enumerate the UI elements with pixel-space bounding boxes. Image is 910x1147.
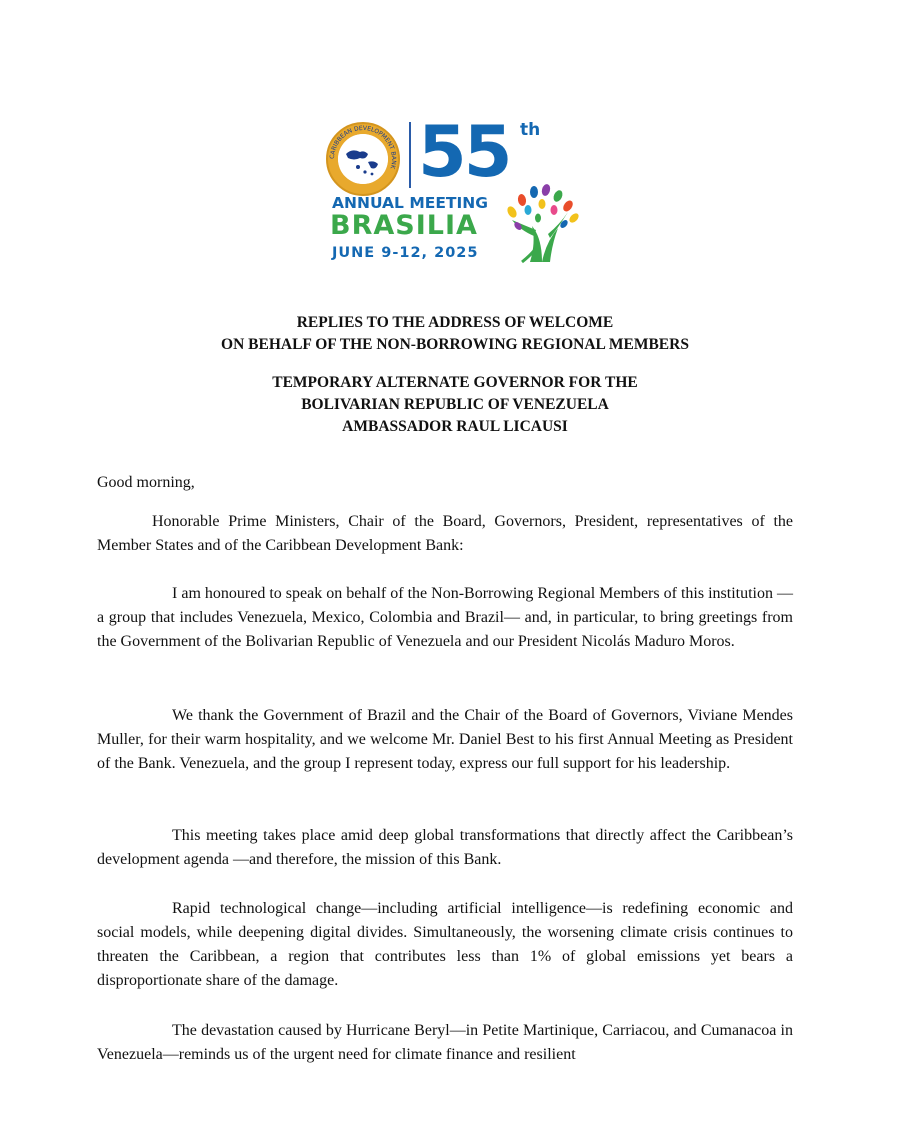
title-line: ON BEHALF OF THE NON-BORROWING REGIONAL MEMBERS <box>221 336 689 353</box>
title-line: REPLIES TO THE ADDRESS OF WELCOME <box>296 314 614 331</box>
paragraph <box>97 824 793 872</box>
logo-annual-meeting: ANNUAL MEETING <box>332 194 488 212</box>
paragraph-text: We thank the Government of Brazil and the Chair of the Board of Governors, Viviane Mendes Muller, for their warm hospitality, and we welcome Mr. Daniel Best to his first Annual Meeting as President of the Bank. Venezuela, and the group I represent today, express our full support for his leadership. <box>97 707 793 772</box>
paragraph-text: Honorable Prime Ministers, Chair of the Board, Governors, President, representatives of the Member States and of the Caribbean Development Bank: <box>97 513 793 554</box>
paragraph-text: This meeting takes place amid deep global transformations that directly affect the Caribbean’s development agenda —and therefore, the mission of this Bank. <box>97 827 793 868</box>
logo-divider <box>409 122 411 188</box>
paragraph <box>97 510 793 558</box>
paragraph <box>97 704 793 776</box>
greeting: Good morning, <box>97 474 195 491</box>
speaker-line: TEMPORARY ALTERNATE GOVERNOR FOR THE <box>272 374 638 391</box>
speaker-line: BOLIVARIAN REPUBLIC OF VENEZUELA <box>301 396 609 413</box>
paragraph <box>97 897 793 993</box>
paragraph-text: The devastation caused by Hurricane Beryl—in Petite Martinique, Carriacou, and Cumanacoa in Venezuela—reminds us of the urgent need for climate finance and resilient <box>97 1022 793 1063</box>
greeting-block <box>97 471 793 495</box>
svg-text:CARIBBEAN DEVELOPMENT BANK: CARIBBEAN DEVELOPMENT BANK <box>328 124 398 170</box>
paragraph-text: Rapid technological change—including artificial intelligence—is redefining economic and social models, while deepening digital divides. Simultaneously, the worsening climate crisis continues to threaten the Caribbean, a region that contributes less than 1% of global emissions yet bears a disproportionate share of the damage. <box>97 900 793 989</box>
paragraph-text: I am honoured to speak on behalf of the Non-Borrowing Regional Members of this institution —a group that includes Venezuela, Mexico, Colombia and Brazil— and, in particular, to bring greetings from the Government of the Bolivarian Republic of Venezuela and our President Nicolás Maduro Moros. <box>97 585 793 650</box>
cdb-seal <box>326 122 400 196</box>
event-logo <box>324 111 584 266</box>
speaker-line: AMBASSADOR RAUL LICAUSI <box>342 418 568 435</box>
logo-dates: JUNE 9-12, 2025 <box>332 245 479 261</box>
anniversary-suffix: th <box>520 120 541 140</box>
anniversary-number: 55 <box>418 111 510 193</box>
document-title <box>0 312 910 356</box>
logo-city: BRASILIA <box>330 210 478 241</box>
paragraph <box>97 1019 793 1067</box>
speaker-block <box>0 372 910 438</box>
tree-icon <box>502 182 582 266</box>
paragraph <box>97 582 793 654</box>
